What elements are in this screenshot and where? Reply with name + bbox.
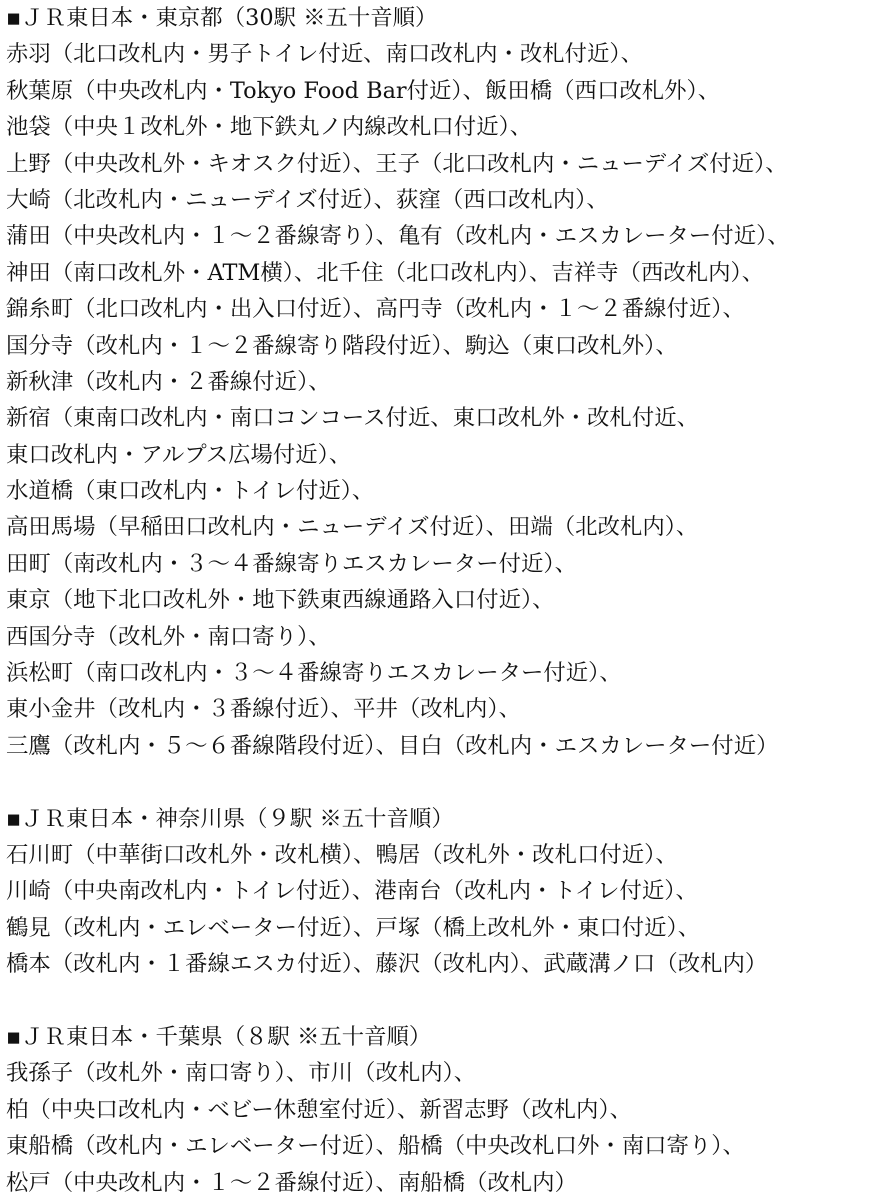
station-line: 川崎（中央南改札内・トイレ付近）、港南台（改札内・トイレ付近）、	[6, 878, 698, 905]
section-heading-chiba: ▪ＪＲ東日本・千葉県（８駅 ※五十音順）	[6, 1023, 432, 1050]
station-line: 我孫子（改札外・南口寄り）、市川（改札内）、	[6, 1060, 477, 1087]
station-line: 三鷹（改札内・５〜６番線階段付近）、目白（改札内・エスカレーター付近）	[6, 732, 779, 759]
station-line: 東京（地下北口改札外・地下鉄東西線通路入口付近）、	[6, 587, 555, 614]
station-line: 高田馬場（早稲田口改札内・ニューデイズ付近）、田端（北改札内）、	[6, 514, 699, 541]
station-line: 大崎（北改札内・ニューデイズ付近）、荻窪（西口改札内）、	[6, 186, 609, 213]
section-heading-kanagawa: ▪ＪＲ東日本・神奈川県（９駅 ※五十音順）	[6, 805, 454, 832]
station-list-document	[6, 0, 886, 1201]
station-line: 水道橋（東口改札内・トイレ付近）、	[6, 478, 375, 505]
station-line: 秋葉原（中央改札内・Tokyo Food Bar付近）、飯田橋（西口改札外）、	[6, 77, 721, 104]
station-line: 浜松町（南口改札内・３〜４番線寄りエスカレーター付近）、	[6, 660, 622, 687]
section-spacer	[6, 764, 886, 800]
station-line: 石川町（中華街口改札外・改札横）、鴨居（改札外・改札口付近）、	[6, 841, 678, 868]
station-line: 池袋（中央１改札外・地下鉄丸ノ内線改札口付近）、	[6, 114, 533, 141]
station-line: 神田（南口改札外・ATM横）、北千住（北口改札内）、吉祥寺（西改札内）、	[6, 259, 765, 286]
station-line: 錦糸町（北口改札内・出入口付近）、高円寺（改札内・１〜２番線付近）、	[6, 296, 745, 323]
section-spacer	[6, 983, 886, 1019]
station-line: 国分寺（改札内・１〜２番線寄り階段付近）、駒込（東口改札外）、	[6, 332, 678, 359]
station-line: 田町（南改札内・３〜４番線寄りエスカレーター付近）、	[6, 550, 577, 577]
station-line: 柏（中央口改札内・ベビー休憩室付近）、新習志野（改札内）、	[6, 1096, 633, 1123]
station-line: 東小金井（改札内・３番線付近）、平井（改札内）、	[6, 696, 521, 723]
station-line: 蒲田（中央改札内・１〜２番線寄り）、亀有（改札内・エスカレーター付近）、	[6, 223, 790, 250]
section-tokyo	[6, 0, 886, 764]
station-line: 橋本（改札内・１番線エスカ付近）、藤沢（改札内）、武蔵溝ノ口（改札内）	[6, 951, 768, 978]
station-line: 新宿（東南口改札内・南口コンコース付近、東口改札外・改札付近、	[6, 405, 699, 432]
station-line: 松戸（中央改札内・１〜２番線付近）、南船橋（改札内）	[6, 1169, 577, 1196]
section-kanagawa	[6, 801, 886, 983]
station-line: 西国分寺（改札外・南口寄り）、	[6, 623, 331, 650]
station-line: 東口改札内・アルプス広場付近）、	[6, 441, 352, 468]
station-line: 東船橋（改札内・エレベーター付近）、船橋（中央改札口外・南口寄り）、	[6, 1133, 745, 1160]
section-chiba	[6, 1019, 886, 1201]
station-line: 新秋津（改札内・２番線付近）、	[6, 368, 331, 395]
station-line: 上野（中央改札外・キオスク付近）、王子（北口改札内・ニューデイズ付近）、	[6, 150, 788, 177]
section-heading-tokyo: ▪ＪＲ東日本・東京都（30駅 ※五十音順）	[6, 5, 438, 31]
station-line: 赤羽（北口改札内・男子トイレ付近、南口改札内・改札付近）、	[6, 41, 644, 68]
station-line: 鶴見（改札内・エレベーター付近）、戸塚（橋上改札外・東口付近）、	[6, 914, 701, 941]
